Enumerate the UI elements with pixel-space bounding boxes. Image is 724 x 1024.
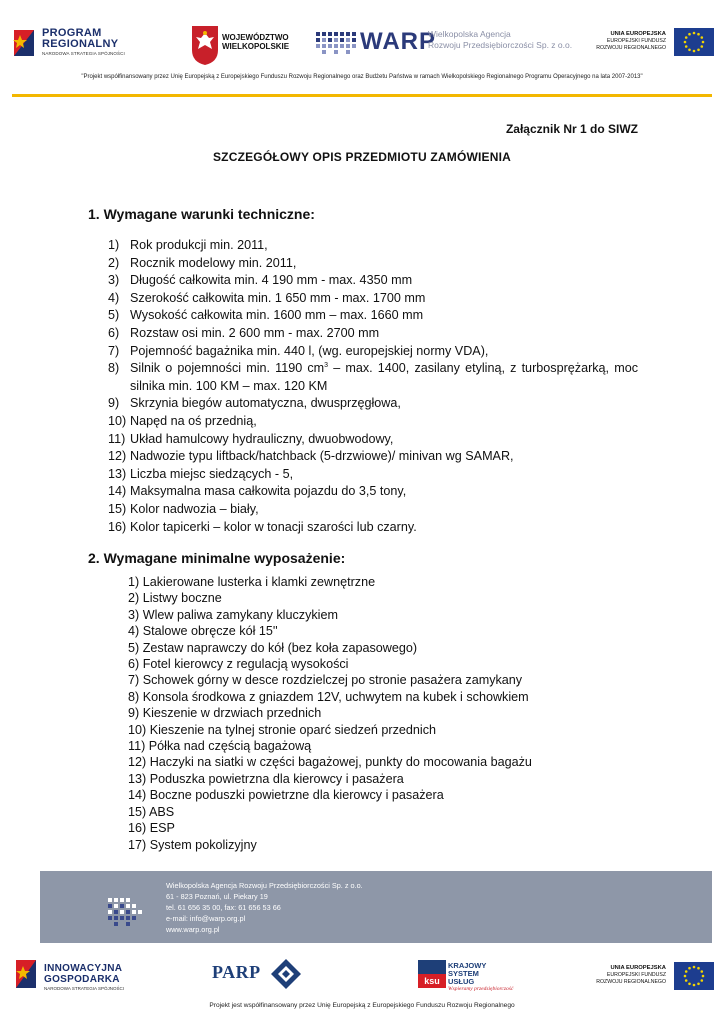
footer-address-line1: Wielkopolska Agencja Rozwoju Przedsiębiorczości Sp. z o.o. [166, 881, 363, 890]
warp-footer-icon [108, 898, 142, 928]
ig-logo-line1: INNOWACYJNA [44, 963, 123, 974]
requirement-item [108, 395, 638, 413]
requirement-item [108, 343, 638, 361]
footer-address-line3: tel. 61 656 35 00, fax: 61 656 53 66 [166, 903, 281, 912]
requirement-text: Maksymalna masa całkowita pojazdu do 3,5 tony, [130, 484, 407, 499]
requirement-text: Pojemność bagażnika min. 440 l, (wg. europejskiej normy VDA), [130, 343, 489, 358]
ksu-logo-line2: SYSTEM [448, 969, 479, 978]
program-regionalny-emblem-icon [12, 26, 40, 60]
section1-heading: 1. Wymagane warunki techniczne: [88, 206, 315, 222]
requirement-superscript: 3 [324, 361, 329, 369]
eu-logo-bottom-line1: UNIA EUROPEJSKA [610, 965, 666, 971]
warp-logo-word: WARP [360, 28, 436, 55]
eu-logo-top [594, 28, 714, 58]
requirement-text: Skrzynia biegów automatyczna, dwusprzęgłowa, [130, 396, 401, 411]
equipment-item: 2) Listwy boczne [128, 591, 222, 606]
requirement-item [108, 413, 638, 431]
svg-text:ksu: ksu [424, 976, 440, 986]
ig-logo-line3: NARODOWA STRATEGIA SPÓJNOŚCI [44, 986, 125, 991]
equipment-item: 11) Półka nad częścią bagażową [128, 739, 312, 754]
requirement-item [108, 325, 638, 343]
ig-logo-line2: GOSPODARKA [44, 973, 120, 985]
parp-logo-word: PARP [212, 962, 261, 982]
equipment-item: 5) Zestaw naprawczy do kół (bez koła zapasowego) [128, 640, 418, 655]
requirement-number: 14) [108, 484, 127, 499]
ksu-emblem-icon [418, 960, 446, 988]
region-logo-line2: WIELKOPOLSKIE [222, 42, 290, 51]
equipment-item: 7) Schowek górny w desce rozdzielczej po stronie pasażera zamykany [128, 673, 523, 688]
requirement-text: Napęd na oś przednią, [130, 413, 257, 428]
header-divider [12, 94, 712, 97]
footer-email[interactable]: e-mail: info@warp.org.pl [166, 914, 246, 923]
requirement-number: 9) [108, 396, 120, 411]
requirement-number: 5) [108, 308, 120, 323]
coat-of-arms-icon [190, 24, 220, 66]
program-regionalny-logo [12, 26, 162, 62]
page-title: SZCZEGÓŁOWY OPIS PRZEDMIOTU ZAMÓWIENIA [212, 150, 512, 164]
requirement-number: 6) [108, 325, 120, 340]
requirement-text: Układ hamulcowy hydrauliczny, dwuobwodowy, [130, 431, 394, 446]
equipment-item: 10) Kieszenie na tylnej stronie oparć siedzeń przednich [128, 722, 437, 737]
cofinancing-note-top: "Projekt współfinansowany przez Unię Europejską z Europejskiego Funduszu Rozwoju Regionalnego oraz Budżetu Państwa w ramach Wielkopolskiego Regionalnego Programu Operacyjnego na lata 2007-2013" [81, 74, 643, 80]
requirement-item [108, 501, 638, 519]
equipment-item: 12) Haczyki na siatki w części bagażowej, punkty do mocowania bagażu [128, 755, 532, 770]
requirement-text: Wysokość całkowita min. 1600 mm – max. 1660 mm [130, 308, 424, 323]
requirement-text: Długość całkowita min. 4 190 mm - max. 4350 mm [130, 273, 413, 288]
requirement-item [108, 448, 638, 466]
requirement-item [108, 237, 638, 255]
ksu-logo-tagline: Wspieramy przedsiębiorczość [448, 986, 514, 992]
ksu-logo-line1: KRAJOWY [448, 961, 487, 970]
eu-logo-line2: EUROPEJSKI FUNDUSZ [606, 38, 666, 44]
footer-website[interactable]: www.warp.org.pl [166, 925, 220, 934]
ksu-logo-line3: USŁUG [448, 977, 475, 986]
requirement-number: 1) [108, 238, 120, 252]
eu-logo-line3: ROZWOJU REGIONALNEGO [596, 45, 666, 51]
requirement-text: Rocznik modelowy min. 2011, [130, 255, 297, 270]
equipment-item: 6) Fotel kierowcy z regulacją wysokości [128, 657, 349, 672]
eu-logo-bottom-line2: EUROPEJSKI FUNDUSZ [606, 972, 666, 978]
eu-logo-line1: UNIA EUROPEJSKA [610, 31, 666, 37]
wojewodztwo-wielkopolskie-logo [190, 24, 290, 66]
program-logo-line1: PROGRAM [42, 27, 102, 39]
requirement-number: 16) [108, 519, 127, 534]
warp-logo [316, 26, 576, 62]
equipment-item: 15) ABS [128, 804, 175, 819]
requirement-item [108, 483, 638, 501]
cofinancing-note-bottom: Projekt jest współfinansowany przez Unię Europejską z Europejskiego Funduszu Rozwoju Regionalnego [209, 1002, 515, 1009]
technical-requirements-list [108, 237, 638, 536]
requirement-number: 11) [108, 431, 126, 446]
innowacyjna-gospodarka-logo [14, 958, 154, 994]
requirement-number: 7) [108, 343, 120, 358]
requirement-item [108, 272, 638, 290]
equipment-item: 16) ESP [128, 821, 175, 836]
requirement-item [108, 519, 638, 537]
equipment-item: 8) Konsola środkowa z gniazdem 12V, uchwytem na kubek i schowkiem [128, 689, 529, 704]
requirement-text: Kolor nadwozia – biały, [130, 501, 259, 516]
requirement-text [130, 361, 638, 393]
equipment-item: 1) Lakierowane lusterka i klamki zewnętrzne [128, 575, 376, 589]
warp-logo-sub2: Rozwoju Przedsiębiorczości Sp. z o.o. [428, 40, 573, 50]
requirement-number: 13) [108, 466, 127, 481]
footer-address-line2: 61 - 823 Poznań, ul. Piekary 19 [166, 892, 268, 901]
requirement-text: Szerokość całkowita min. 1 650 mm - max. 1700 mm [130, 290, 426, 305]
requirement-number: 12) [108, 449, 127, 464]
eu-logo-bottom [594, 962, 714, 992]
requirement-number: 8) [108, 361, 120, 376]
requirement-item [108, 360, 638, 395]
requirement-item [108, 307, 638, 325]
requirement-item [108, 255, 638, 273]
requirement-item [108, 431, 638, 449]
equipment-item: 9) Kieszenie w drzwiach przednich [128, 706, 322, 721]
eu-flag-bottom-icon [674, 962, 714, 990]
requirement-number: 2) [108, 255, 120, 270]
ksu-logo [418, 958, 514, 994]
requirement-text: Kolor tapicerki – kolor w tonacji szarości lub czarny. [130, 519, 417, 534]
requirement-text: Rok produkcji min. 2011, [130, 238, 268, 252]
equipment-item: 3) Wlew paliwa zamykany kluczykiem [128, 607, 338, 622]
requirement-item [108, 466, 638, 484]
section2-heading: 2. Wymagane minimalne wyposażenie: [88, 550, 346, 566]
requirement-text-part: – max. 1400, zasilany etyliną, z turbosprężarką, moc silnika min. 100 KM – max. 120 KM [130, 361, 638, 393]
equipment-item: 4) Stalowe obręcze kół 15'' [128, 624, 278, 639]
eu-logo-bottom-line3: ROZWOJU REGIONALNEGO [596, 979, 666, 985]
region-logo-line1: WOJEWÓDZTWO [222, 33, 289, 42]
program-logo-line2: REGIONALNY [42, 38, 119, 50]
equipment-item: 14) Boczne poduszki powietrzne dla kierowcy i pasażera [128, 788, 444, 803]
warp-logo-sub1: Wielkopolska Agencja [428, 29, 511, 39]
requirement-text: Nadwozie typu liftback/hatchback (5-drzwiowe)/ minivan wg SAMAR, [130, 449, 514, 464]
equipment-list [128, 574, 648, 853]
requirement-number: 15) [108, 501, 127, 516]
program-logo-line3: NARODOWA STRATEGIA SPÓJNOŚCI [42, 51, 125, 56]
equipment-item: 13) Poduszka powietrzna dla kierowcy i pasażera [128, 771, 404, 786]
warp-grid-icon [316, 32, 358, 56]
attachment-label: Załącznik Nr 1 do SIWZ [505, 122, 638, 136]
parp-logo [212, 958, 304, 990]
eu-flag-icon [674, 28, 714, 56]
requirement-item [108, 290, 638, 308]
equipment-item: 17) System pokolizyjny [128, 837, 257, 852]
requirement-text-part: Silnik o pojemności min. 1190 cm [130, 361, 325, 376]
parp-emblem-icon [270, 958, 302, 990]
innowacyjna-gospodarka-emblem-icon [14, 958, 42, 992]
requirement-number: 3) [108, 273, 120, 288]
requirement-number: 10) [108, 413, 127, 428]
requirement-text: Liczba miejsc siedzących - 5, [130, 466, 294, 481]
requirement-text: Rozstaw osi min. 2 600 mm - max. 2700 mm [130, 325, 380, 340]
footer-address [166, 880, 363, 935]
requirement-number: 4) [108, 290, 120, 305]
